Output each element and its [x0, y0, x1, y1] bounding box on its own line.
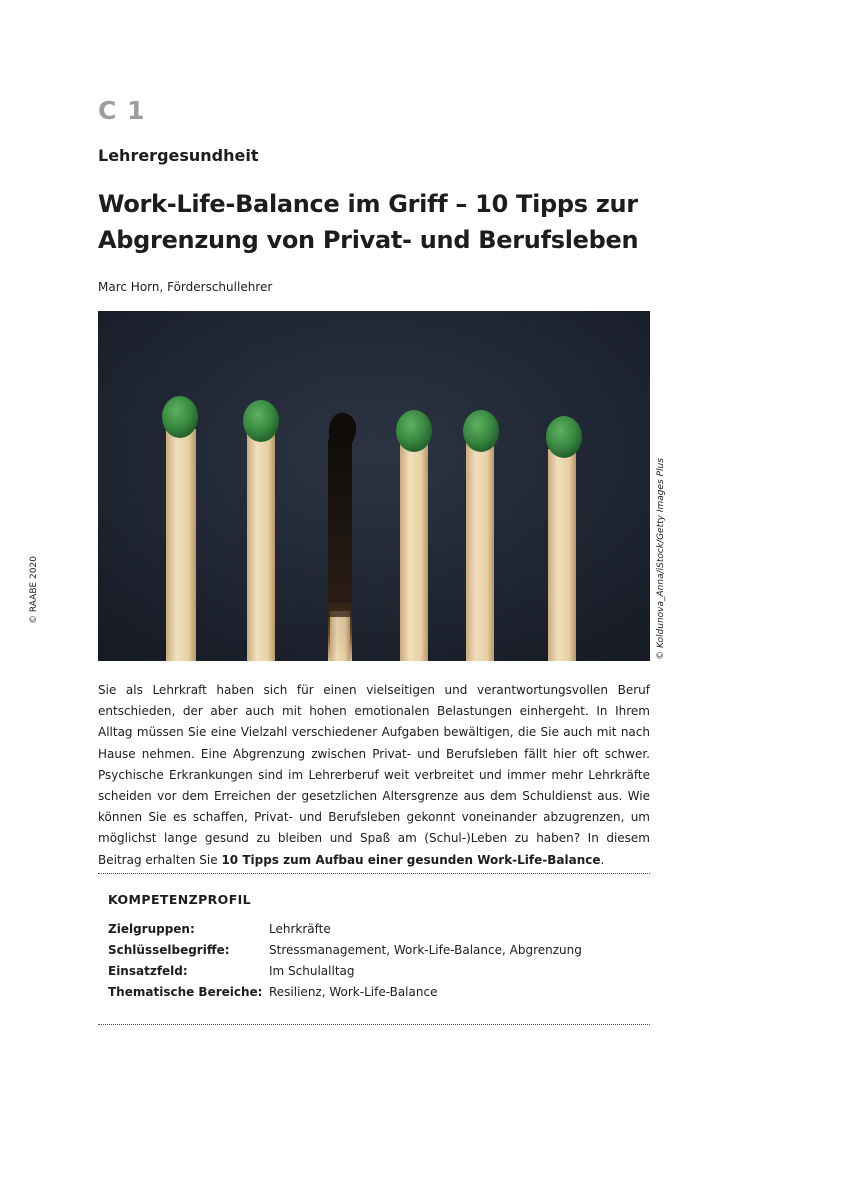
title-line-2: Abgrenzung von Privat- und Berufsleben — [98, 226, 639, 254]
intro-emphasis: 10 Tipps zum Aufbau einer gesunden Work-Life-Balance — [221, 852, 601, 867]
profile-heading: KOMPETENZPROFIL — [108, 892, 252, 907]
profile-label: Schlüsselbegriffe: — [108, 943, 230, 957]
profile-row-topics — [108, 985, 638, 1005]
match-4 — [396, 410, 432, 661]
match-1 — [162, 396, 198, 661]
author-line: Marc Horn, Förderschullehrer — [98, 280, 273, 294]
profile-label: Zielgruppen: — [108, 922, 195, 936]
profile-label: Einsatzfeld: — [108, 964, 188, 978]
photo-credit: © Koldunova_Anna/iStock/Getty Images Plus — [656, 458, 666, 660]
profile-value: Resilienz, Work-Life-Balance — [269, 985, 438, 999]
profile-row-keywords — [108, 943, 638, 963]
burnt-match — [328, 413, 356, 661]
intro-text: Sie als Lehrkraft haben sich für einen vielseitigen und verantwortungsvollen Beruf entschieden, der aber auch mit hohen emotionalen Belastungen einhergeht. In Ihrem Alltag müssen Sie eine Vielzahl verschiedener Aufgaben bewältigen, die Sie auch mit nach Hause nehmen. Eine Abgrenzung zwischen Privat- und Berufsleben fällt hier oft schwer. Psychische Erkrankungen sind im Lehrerberuf weit verbreitet und immer mehr Lehrkräfte scheiden vor dem Erreichen der gesetzlichen Altersgrenze aus dem Schuldienst aus. Wie können Sie es schaffen, Privat- und Berufsleben gekonnt voneinander abzugrenzen, um möglichst lange gesund zu bleiben und Spaß am (Schul-)Leben zu haben? In diesem Beitrag erhalten Sie — [98, 683, 650, 867]
title-line-1: Work-Life-Balance im Griff – 10 Tipps zur — [98, 190, 638, 218]
profile-value: Lehrkräfte — [269, 922, 331, 936]
section-code: C 1 — [98, 96, 146, 125]
match-5 — [463, 410, 499, 661]
competence-profile — [98, 873, 650, 1025]
matches-photo — [98, 311, 650, 661]
intro-paragraph — [98, 680, 650, 871]
side-copyright: © RAABE 2020 — [29, 556, 39, 624]
profile-row-target-group — [108, 922, 638, 942]
matches-illustration — [98, 311, 650, 661]
profile-value: Stressmanagement, Work-Life-Balance, Abgrenzung — [269, 943, 582, 957]
profile-value: Im Schulalltag — [269, 964, 355, 978]
page-title — [98, 186, 698, 258]
intro-end: . — [600, 852, 605, 867]
profile-row-field — [108, 964, 638, 984]
profile-label: Thematische Bereiche: — [108, 985, 263, 999]
match-2 — [243, 400, 279, 661]
category-label: Lehrergesundheit — [98, 146, 259, 165]
